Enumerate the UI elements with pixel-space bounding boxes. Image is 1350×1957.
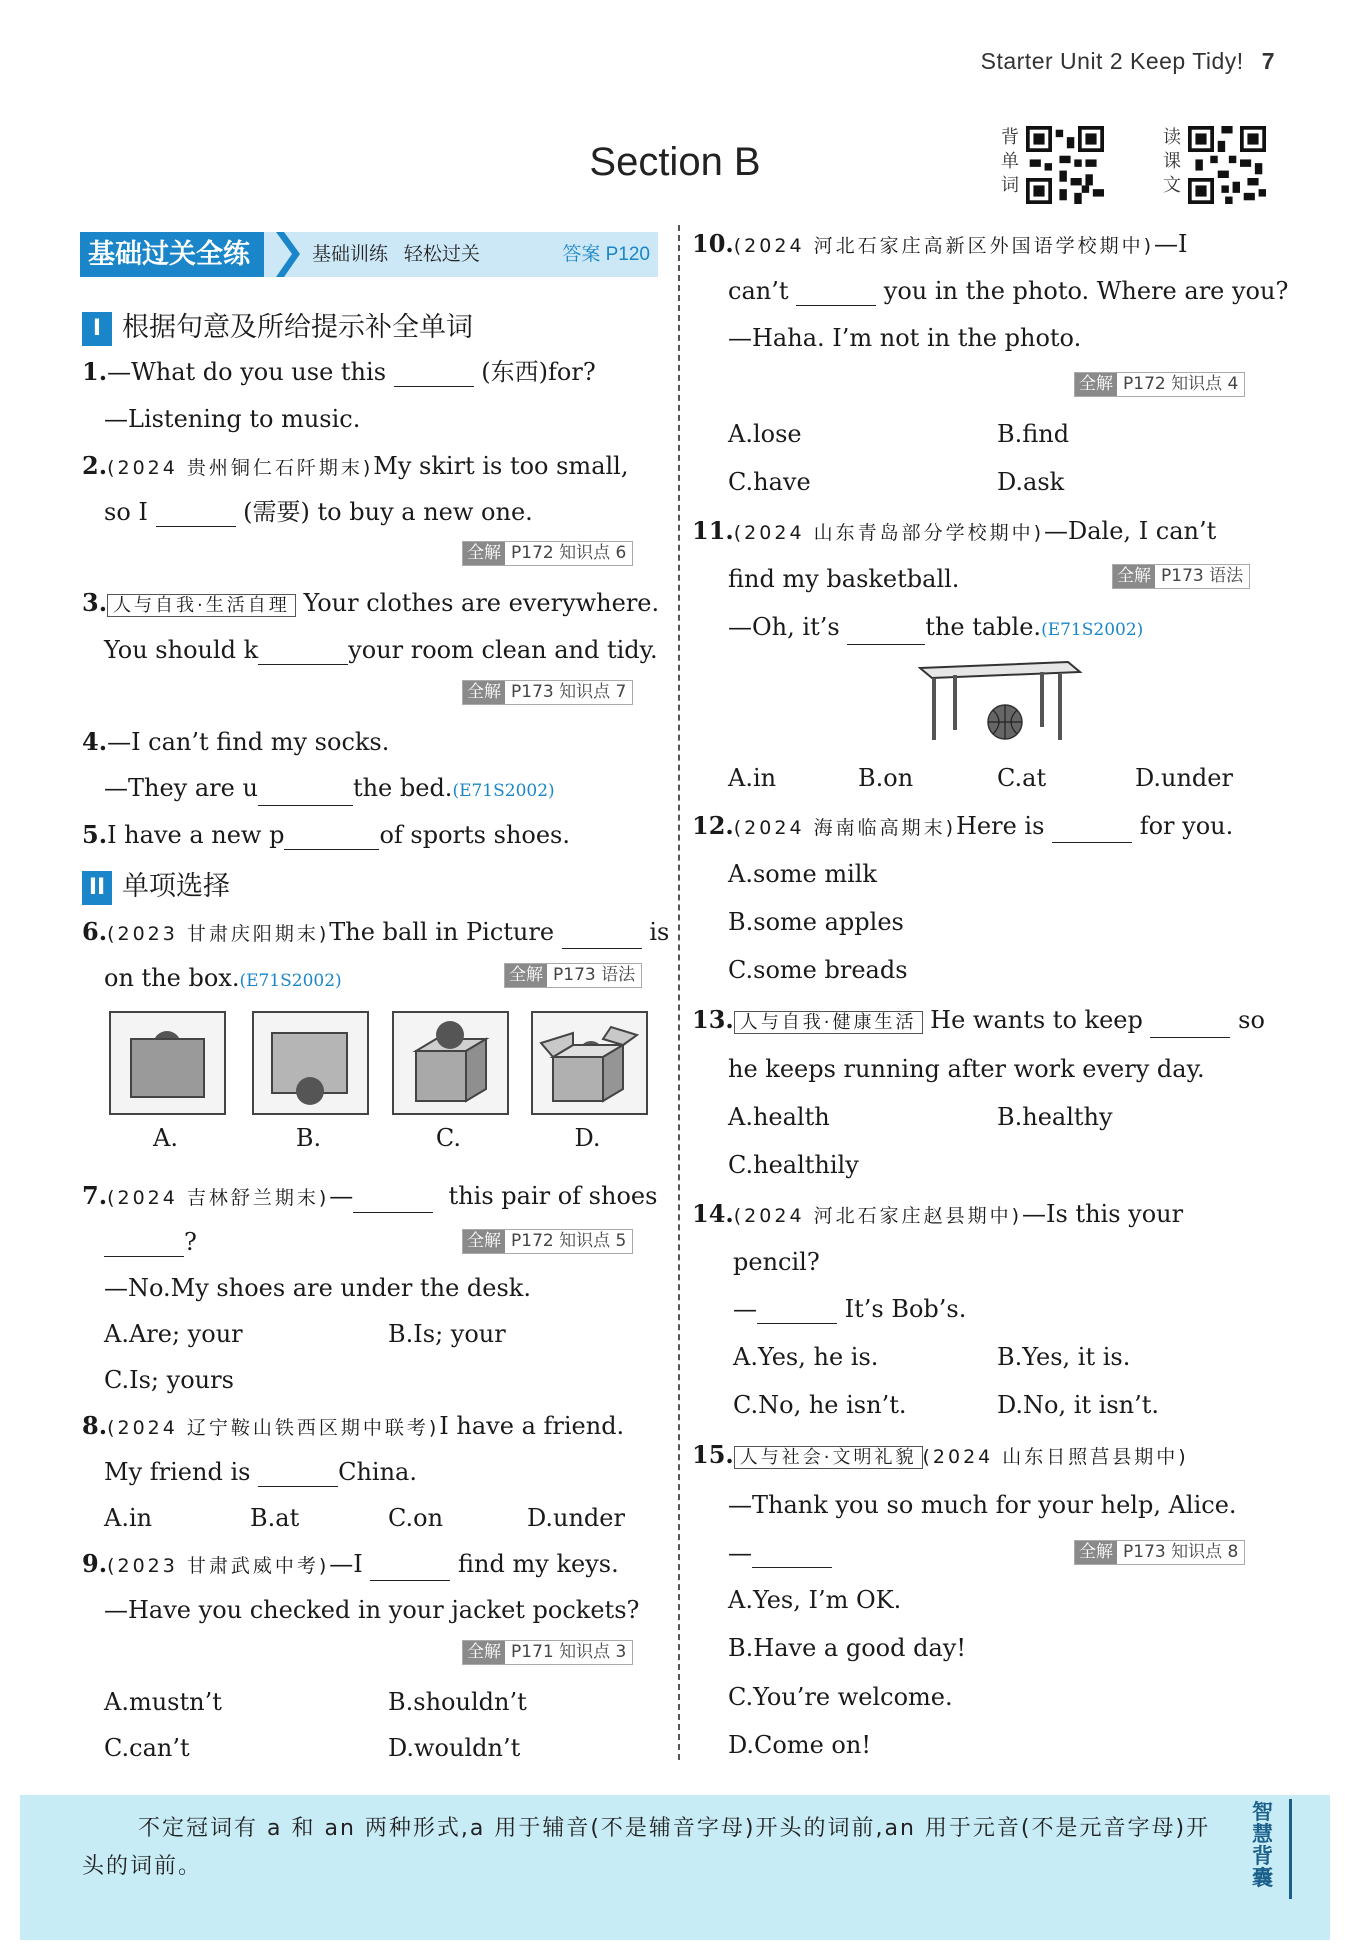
q9-option-d[interactable]: D.wouldn’t <box>388 1734 521 1762</box>
q15-blank[interactable] <box>752 1541 832 1568</box>
q6-line1: 6.(2023 甘肃庆阳期末)The ball in Picture is <box>82 917 669 949</box>
q9-option-c[interactable]: C.can’t <box>104 1734 190 1762</box>
q2-reference[interactable]: 全解 P172 知识点 6 <box>462 541 633 566</box>
q9-option-b[interactable]: B.shouldn’t <box>388 1688 527 1716</box>
qr-code-icon <box>1026 126 1104 204</box>
q10-line3: —Haha. I’m not in the photo. <box>728 324 1082 352</box>
q3-line2: You should k your room clean and tidy. <box>104 636 658 664</box>
q14-option-a[interactable]: A.Yes, he is. <box>733 1343 879 1371</box>
ball-behind-box-icon <box>111 1013 224 1113</box>
q9-line2: —Have you checked in your jacket pockets? <box>104 1596 640 1624</box>
q7-blank-1[interactable] <box>353 1186 433 1213</box>
q6-reference[interactable]: 全解 P173 语法 <box>504 963 642 988</box>
q11-option-c[interactable]: C.at <box>997 764 1047 792</box>
q15-option-c[interactable]: C.You’re welcome. <box>728 1683 953 1711</box>
q11-line1: 11.(2024 山东青岛部分学校期中)—Dale, I can’t <box>692 516 1217 545</box>
q2-blank[interactable] <box>156 500 236 527</box>
q12-blank[interactable] <box>1052 816 1132 843</box>
q8-option-a[interactable]: A.in <box>104 1504 153 1532</box>
q11-blank[interactable] <box>847 618 925 645</box>
q12-option-a[interactable]: A.some milk <box>728 860 877 888</box>
q1-line1: 1.—What do you use this (东西)for? <box>82 357 596 386</box>
column-divider <box>678 225 680 1760</box>
q4-line1: 4.—I can’t find my socks. <box>82 727 390 756</box>
q6-picture-c[interactable] <box>392 1011 509 1115</box>
unit-title: Starter Unit 2 Keep Tidy! <box>980 48 1244 74</box>
q11-option-d[interactable]: D.under <box>1135 764 1233 792</box>
answer-ref[interactable]: 答案 P120 <box>562 244 650 265</box>
q5-blank[interactable] <box>284 823 379 850</box>
section-2-heading: II 单项选择 <box>82 864 230 905</box>
q13-line1: 13. 人与自我·健康生活 He wants to keep so <box>692 1005 1265 1038</box>
section-title: Section B <box>589 140 761 184</box>
chevron-arrow-icon <box>276 232 306 277</box>
q2-line2: so I (需要) to buy a new one. <box>104 498 533 526</box>
banner-title: 基础过关全练 <box>80 232 264 277</box>
q14-line1: 14.(2024 河北石家庄赵县期中)—Is this your <box>692 1199 1184 1228</box>
q10-option-a[interactable]: A.lose <box>728 420 802 448</box>
q13-option-c[interactable]: C.healthily <box>728 1151 859 1179</box>
qr-code-icon <box>1188 126 1266 204</box>
q13-theme-tag: 人与自我·健康生活 <box>734 1011 923 1034</box>
q4-line2: —They are u the bed.(E71S2002) <box>104 773 555 806</box>
q6-picture-b[interactable] <box>252 1011 369 1115</box>
q9-line1: 9.(2023 甘肃武威中考)—I find my keys. <box>82 1549 619 1581</box>
q6-picture-a[interactable] <box>109 1011 226 1115</box>
q14-option-b[interactable]: B.Yes, it is. <box>997 1343 1131 1371</box>
q8-option-d[interactable]: D.under <box>527 1504 625 1532</box>
qr-label: 背 单 词 <box>1001 127 1019 196</box>
ball-in-front-of-box-icon <box>254 1013 367 1113</box>
q15-option-a[interactable]: A.Yes, I’m OK. <box>728 1586 902 1614</box>
page-number: 7 <box>1261 48 1275 74</box>
q6-line2: on the box.(E71S2002) <box>104 964 342 992</box>
q13-option-b[interactable]: B.healthy <box>997 1103 1113 1131</box>
q10-line1: 10.(2024 河北石家庄高新区外国语学校期中)—I <box>692 229 1188 258</box>
q8-blank[interactable] <box>258 1460 338 1487</box>
q8-line2: My friend is China. <box>104 1458 417 1486</box>
q1-blank[interactable] <box>394 360 474 387</box>
q5-line1: 5.I have a new p of sports shoes. <box>82 820 570 849</box>
q11-option-b[interactable]: B.on <box>858 764 914 792</box>
q13-line2: he keeps running after work every day. <box>728 1055 1205 1083</box>
q15-option-b[interactable]: B.Have a good day! <box>728 1634 966 1662</box>
q6-picture-d[interactable] <box>531 1011 648 1115</box>
qr-label: 读 课 文 <box>1163 127 1181 196</box>
q14-line3: — It’s Bob’s. <box>733 1295 967 1323</box>
footer-tip-label: 智慧背囊 <box>1252 1800 1273 1890</box>
q14-line2: pencil? <box>733 1248 820 1276</box>
q2-line1: 2.(2024 贵州铜仁石阡期末)My skirt is too small, <box>82 451 629 480</box>
q11-line3: —Oh, it’s the table.(E71S2002) <box>728 612 1143 645</box>
q15-line3: — <box>728 1538 832 1568</box>
q6-option-c[interactable]: C. <box>435 1124 462 1152</box>
q7-reference[interactable]: 全解 P172 知识点 5 <box>462 1229 633 1254</box>
q15-theme-tag: 人与社会·文明礼貌 <box>734 1446 923 1469</box>
q10-reference[interactable]: 全解 P172 知识点 4 <box>1074 372 1245 397</box>
q8-option-b[interactable]: B.at <box>250 1504 300 1532</box>
ball-on-box-icon <box>394 1013 507 1113</box>
q6-blank[interactable] <box>562 922 642 949</box>
section-1-heading: I 根据句意及所给提示补全单词 <box>82 305 473 346</box>
q12-option-b[interactable]: B.some apples <box>728 908 904 936</box>
q13-blank[interactable] <box>1150 1011 1230 1038</box>
q7-option-b[interactable]: B.Is; your <box>388 1320 506 1348</box>
q7-line1: 7.(2024 吉林舒兰期末)— this pair of shoes <box>82 1181 657 1213</box>
q11-line2: find my basketball. <box>728 565 960 593</box>
q12-option-c[interactable]: C.some breads <box>728 956 908 984</box>
q14-blank[interactable] <box>757 1297 837 1324</box>
q9-option-a[interactable]: A.mustn’t <box>104 1688 222 1716</box>
running-header <box>981 48 1275 75</box>
q14-option-d[interactable]: D.No, it isn’t. <box>997 1391 1160 1419</box>
exercise-banner <box>80 232 658 277</box>
q13-option-a[interactable]: A.health <box>728 1103 830 1131</box>
q4-blank[interactable] <box>258 779 353 806</box>
q15-line2: —Thank you so much for your help, Alice. <box>728 1491 1237 1519</box>
q7-line2: ? <box>104 1227 197 1257</box>
q10-option-c[interactable]: C.have <box>728 468 811 496</box>
q8-option-c[interactable]: C.on <box>388 1504 444 1532</box>
q3-reference[interactable]: 全解 P173 知识点 7 <box>462 680 633 705</box>
q14-option-c[interactable]: C.No, he isn’t. <box>733 1391 907 1419</box>
q7-option-c[interactable]: C.Is; yours <box>104 1366 234 1394</box>
q11-option-a[interactable]: A.in <box>728 764 777 792</box>
q15-option-d[interactable]: D.Come on! <box>728 1731 871 1759</box>
footer-tip-text: 不定冠词有 a 和 an 两种形式,a 用于辅音(不是辅音字母)开头的词前,an 用于元音(不是元音字母)开头的词前。 <box>82 1816 1211 1879</box>
q7-option-a[interactable]: A.Are; your <box>104 1320 243 1348</box>
q11-reference[interactable]: 全解 P173 语法 <box>1112 564 1250 589</box>
q10-option-b[interactable]: B.find <box>997 420 1070 448</box>
q7-line3: —No.My shoes are under the desk. <box>104 1274 531 1302</box>
q10-option-d[interactable]: D.ask <box>997 468 1065 496</box>
q7-blank-2[interactable] <box>104 1230 184 1257</box>
q6-option-a[interactable]: A. <box>153 1124 178 1152</box>
q8-line1: 8.(2024 辽宁鞍山铁西区期中联考)I have a friend. <box>82 1411 625 1440</box>
q15-line1: 15. 人与社会·文明礼貌 (2024 山东日照莒县期中) <box>692 1440 1189 1469</box>
footer-tip-box <box>20 1795 1330 1940</box>
banner-subtitle: 基础训练 轻松过关 <box>312 244 480 265</box>
q15-reference[interactable]: 全解 P173 知识点 8 <box>1074 1540 1245 1565</box>
q9-blank[interactable] <box>370 1554 450 1581</box>
q1-line2: —Listening to music. <box>104 405 361 433</box>
ball-in-box-icon <box>533 1013 646 1113</box>
q3-blank[interactable] <box>258 638 348 665</box>
q3-line1: 3. 人与自我·生活自理 Your clothes are everywhere. <box>82 588 660 617</box>
q12-line1: 12.(2024 海南临高期末)Here is for you. <box>692 811 1233 843</box>
q10-line2: can’t you in the photo. Where are you? <box>728 277 1289 305</box>
q9-reference[interactable]: 全解 P171 知识点 3 <box>462 1640 633 1665</box>
q6-option-d[interactable]: D. <box>574 1124 601 1152</box>
q6-option-b[interactable]: B. <box>295 1124 322 1152</box>
q10-blank[interactable] <box>796 279 876 306</box>
table-with-ball-icon <box>918 660 1083 745</box>
q3-theme-tag: 人与自我·生活自理 <box>107 594 296 617</box>
footer-tip-bar <box>1289 1799 1292 1899</box>
